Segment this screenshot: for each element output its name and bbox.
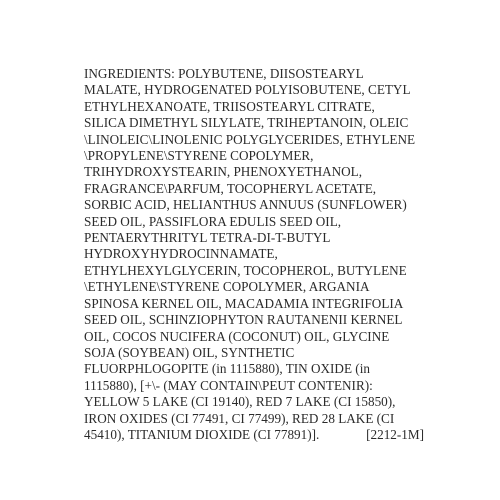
ingredients-line-21: YELLOW 5 LAKE (CI 19140), RED 7 LAKE (CI 15850),	[84, 394, 396, 410]
ingredients-line-14: \ETHYLENE\STYRENE COPOLYMER, ARGANIA	[84, 279, 370, 295]
ingredients-line-3: ETHYLHEXANOATE, TRIISOSTEARYL CITRATE,	[84, 98, 375, 114]
ingredients-line-19: FLUORPHLOGOPITE (in 1115880), TIN OXIDE (in	[84, 361, 370, 377]
ingredients-line-20: 1115880), [+\- (MAY CONTAIN\PEUT CONTENIR):	[84, 377, 373, 393]
ingredients-line-17: OIL, COCOS NUCIFERA (COCONUT) OIL, GLYCINE	[84, 328, 390, 344]
ingredients-line-1: INGREDIENTS: POLYBUTENE, DIISOSTEARYL	[84, 66, 364, 81]
ingredients-line-11: PENTAERYTHRITYL TETRA-DI-T-BUTYL	[84, 230, 331, 246]
ingredients-line-18: SOJA (SOYBEAN) OIL, SYNTHETIC	[84, 344, 295, 360]
ingredients-line-13: ETHYLHEXYLGLYCERIN, TOCOPHEROL, BUTYLENE	[84, 262, 407, 278]
ingredients-line-8: FRAGRANCE\PARFUM, TOCOPHERYL ACETATE,	[84, 180, 377, 196]
ingredients-line-15: SPINOSA KERNEL OIL, MACADAMIA INTEGRIFOLIA	[84, 295, 404, 311]
ingredients-line-4: SILICA DIMETHYL SILYLATE, TRIHEPTANOIN, OLEIC	[84, 115, 409, 131]
formula-code: [2212-1M]	[366, 426, 424, 442]
ingredients-line-5: \LINOLEIC\LINOLENIC POLYGLYCERIDES, ETHYLENE	[84, 131, 416, 147]
ingredients-label	[84, 66, 424, 443]
ingredients-line-10: SEED OIL, PASSIFLORA EDULIS SEED OIL,	[84, 213, 342, 229]
ingredients-line-22: IRON OXIDES (CI 77491, CI 77499), RED 28 LAKE (CI	[84, 410, 395, 426]
ingredients-final-line	[84, 427, 424, 443]
ingredients-line-23: 45410), TITANIUM DIOXIDE (CI 77891)].	[84, 426, 320, 442]
ingredients-line-9: SORBIC ACID, HELIANTHUS ANNUUS (SUNFLOWER)	[84, 197, 407, 213]
ingredients-line-2: MALATE, HYDROGENATED POLYISOBUTENE, CETYL	[84, 82, 411, 98]
ingredients-line-16: SEED OIL, SCHINZIOPHYTON RAUTANENII KERNEL	[84, 312, 403, 328]
ingredients-line-6: \PROPYLENE\STYRENE COPOLYMER,	[84, 148, 314, 164]
ingredients-line-12: HYDROXYHYDROCINNAMATE,	[84, 246, 278, 262]
ingredients-line-7: TRIHYDROXYSTEARIN, PHENOXYETHANOL,	[84, 164, 363, 180]
